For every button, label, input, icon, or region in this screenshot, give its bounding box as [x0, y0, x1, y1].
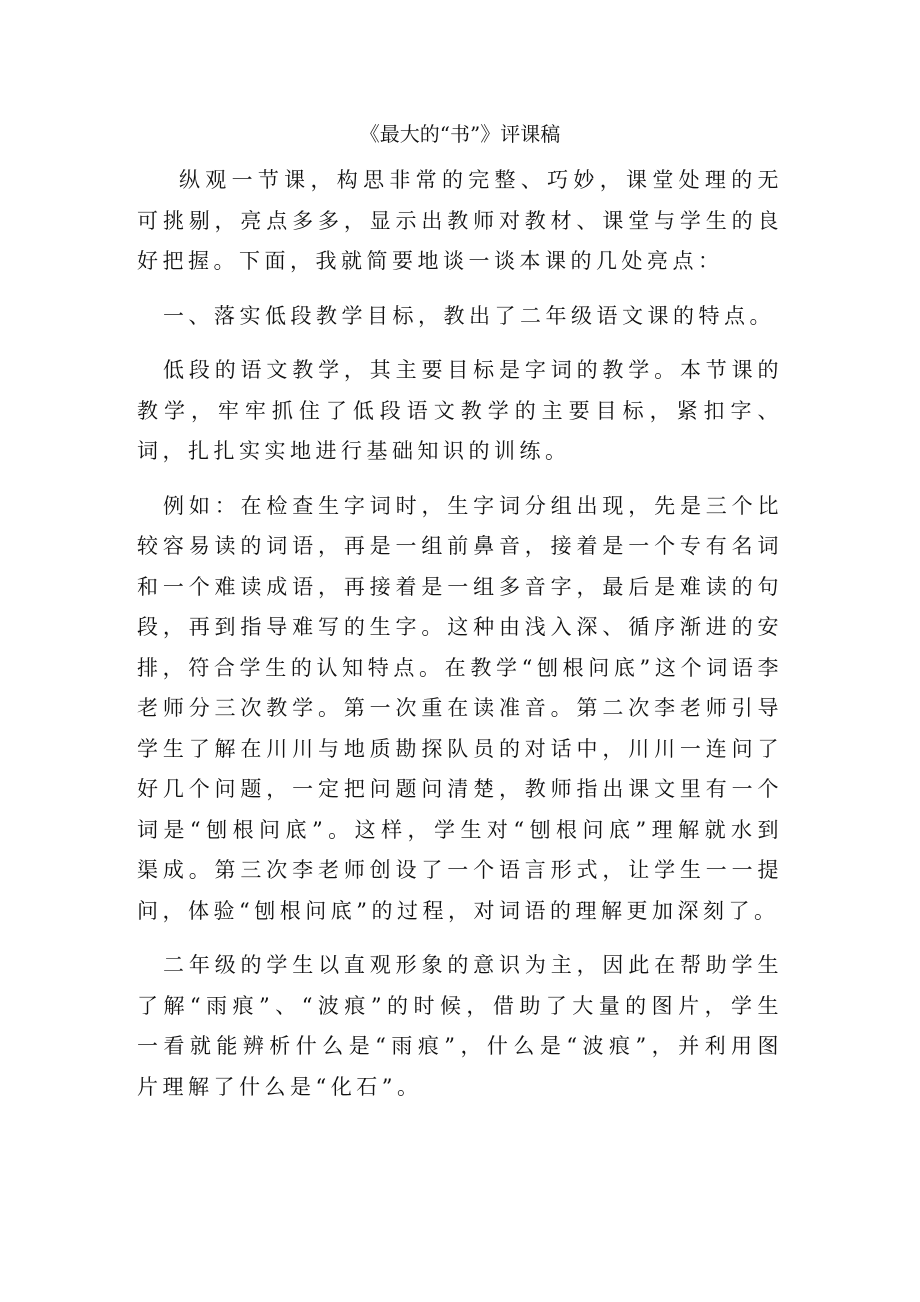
paragraph-intro: 纵观一节课，构思非常的完整、巧妙，课堂处理的无可挑剔，亮点多多，显示出教师对教材、课堂与学生的良好把握。下面，我就简要地谈一谈本课的几处亮点： [137, 168, 783, 273]
paragraph-images: 二年级的学生以直观形象的意识为主，因此在帮助学生了解“雨痕”、“波痕”的时候，借助了大量的图片，学生一看就能辨析什么是“雨痕”，什么是“波痕”，并利用图片理解了什么是“化石”。 [137, 953, 783, 1099]
section-heading-1: 一、落实低段教学目标，教出了二年级语文课的特点。 [163, 303, 775, 328]
document-page [137, 120, 783, 1121]
paragraph-goal: 低段的语文教学，其主要目标是字词的教学。本节课的教学，牢牢抓住了低段语文教学的主要目标，紧扣字、词，扎扎实实地进行基础知识的训练。 [137, 358, 783, 463]
paragraph-example: 例如：在检查生字词时，生字词分组出现，先是三个比较容易读的词语，再是一组前鼻音，接着是一个专有名词和一个难读成语，再接着是一组多音字，最后是难读的句段，再到指导难写的生字。这种由浅入深、循序渐进的安排，符合学生的认知特点。在教学“刨根问底”这个词语李老师分三次教学。第一次重在读准音。第二次李老师引导学生了解在川川与地质勘探队员的对话中，川川一连问了好几个问题，一定把问题问清楚，教师指出课文里有一个词是“刨根问底”。这样，学生对“刨根问底”理解就水到渠成。第三次李老师创设了一个语言形式，让学生一一提问，体验“刨根问底”的过程，对词语的理解更加深刻了。 [137, 493, 783, 923]
document-title: 《最大的“书”》评课稿 [359, 122, 561, 146]
